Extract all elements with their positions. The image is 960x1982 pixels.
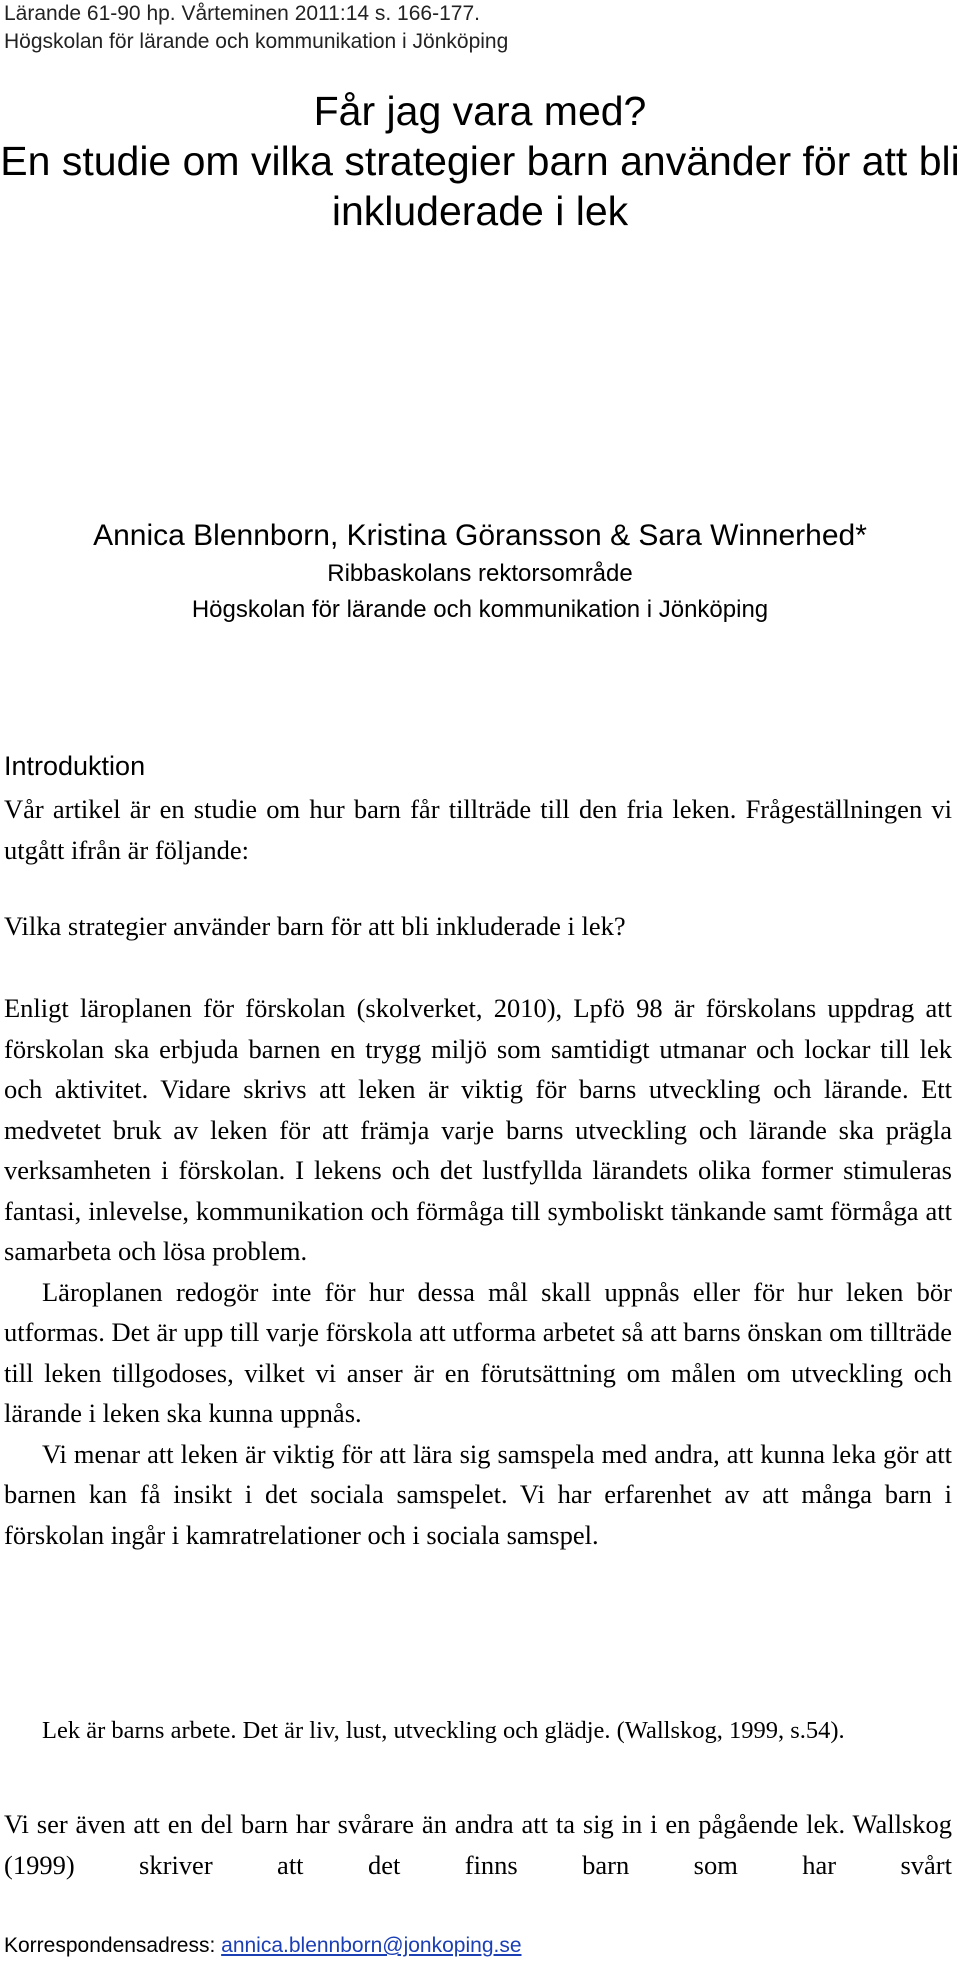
intro-paragraph-block <box>4 789 952 870</box>
author-block <box>0 516 960 628</box>
title-subtitle-line-2: inkluderade i lek <box>331 188 629 234</box>
author-names: Annica Blennborn, Kristina Göransson & Sara Winnerhed* <box>93 519 867 552</box>
body-paragraph-2: Läroplanen redogör inte för hur dessa mål skall uppnås eller för hur leken bör utformas. Det är upp till varje förskola att utforma arbetet så att barns önskan om tillträde till leken tillgodoses, vilket vi anser är en förutsättning om målen om utveckling och lärande i leken ska kunna uppnås. <box>4 1276 952 1428</box>
body-paragraph-4: Vi ser även att en del barn har svårare än andra att ta sig in i en pågående lek. Wallskog (1999) skriver att det finns barn som har svårt <box>4 1809 952 1880</box>
intro-paragraph: Vår artikel är en studie om hur barn får tillträde till den fria leken. Frågeställningen vi utgått ifrån är följande: <box>4 794 952 865</box>
author-affiliation-1: Ribbaskolans rektorsområde <box>327 560 633 587</box>
title-subtitle-line-1: En studie om vilka strategier barn använder för att bli <box>0 138 960 184</box>
section-heading: Introduktion <box>4 751 146 781</box>
block-quote: Lek är barns arbete. Det är liv, lust, utveckling och glädje. (Wallskog, 1999, s.54). <box>42 1717 845 1744</box>
correspondence-footer <box>4 1932 522 1960</box>
correspondence-email-link[interactable]: annica.blennborn@jonkoping.se <box>221 1934 522 1957</box>
title-main: Får jag vara med? <box>313 88 647 134</box>
body-paragraph-3: Vi menar att leken är viktig för att lära sig samspela med andra, att kunna leka gör att barnen kan få insikt i det sociala samspelet. Vi har erfarenhet av att många barn i förskolan ingår i kamratrelationer och i sociala samspel. <box>4 1438 952 1550</box>
research-question-block <box>4 906 952 947</box>
header-journal-line: Lärande 61-90 hp. Vårteminen 2011:14 s. 166-177. <box>4 2 480 25</box>
research-question: Vilka strategier använder barn för att bli inkluderade i lek? <box>4 911 626 941</box>
author-affiliation-2: Högskolan för lärande och kommunikation i Jönköping <box>191 596 769 623</box>
body-paragraph-1: Enligt läroplanen för förskolan (skolverket, 2010), Lpfö 98 är förskolans uppdrag att förskolan ska erbjuda barnen en trygg miljö som samtidigt utmanar och lockar till lek och aktivitet. Vidare skrivs att leken är viktig för barns utveckling och lärande. Ett medvetet bruk av leken för att främja varje barns utveckling och lärande ska prägla verksamheten i förskolan. I lekens och det lustfyllda lärandets olika former stimuleras fantasi, inlevelse, kommunikation och förmåga till symboliskt tänkande samt förmåga att samarbeta och lösa problem. <box>4 993 952 1266</box>
header-institution-line: Högskolan för lärande och kommunikation i Jönköping <box>4 30 509 53</box>
article-title <box>0 86 960 236</box>
continuation-block <box>4 1804 952 1885</box>
correspondence-label: Korrespondensadress: <box>4 1934 216 1957</box>
running-header <box>4 0 508 56</box>
main-body <box>4 988 952 1555</box>
